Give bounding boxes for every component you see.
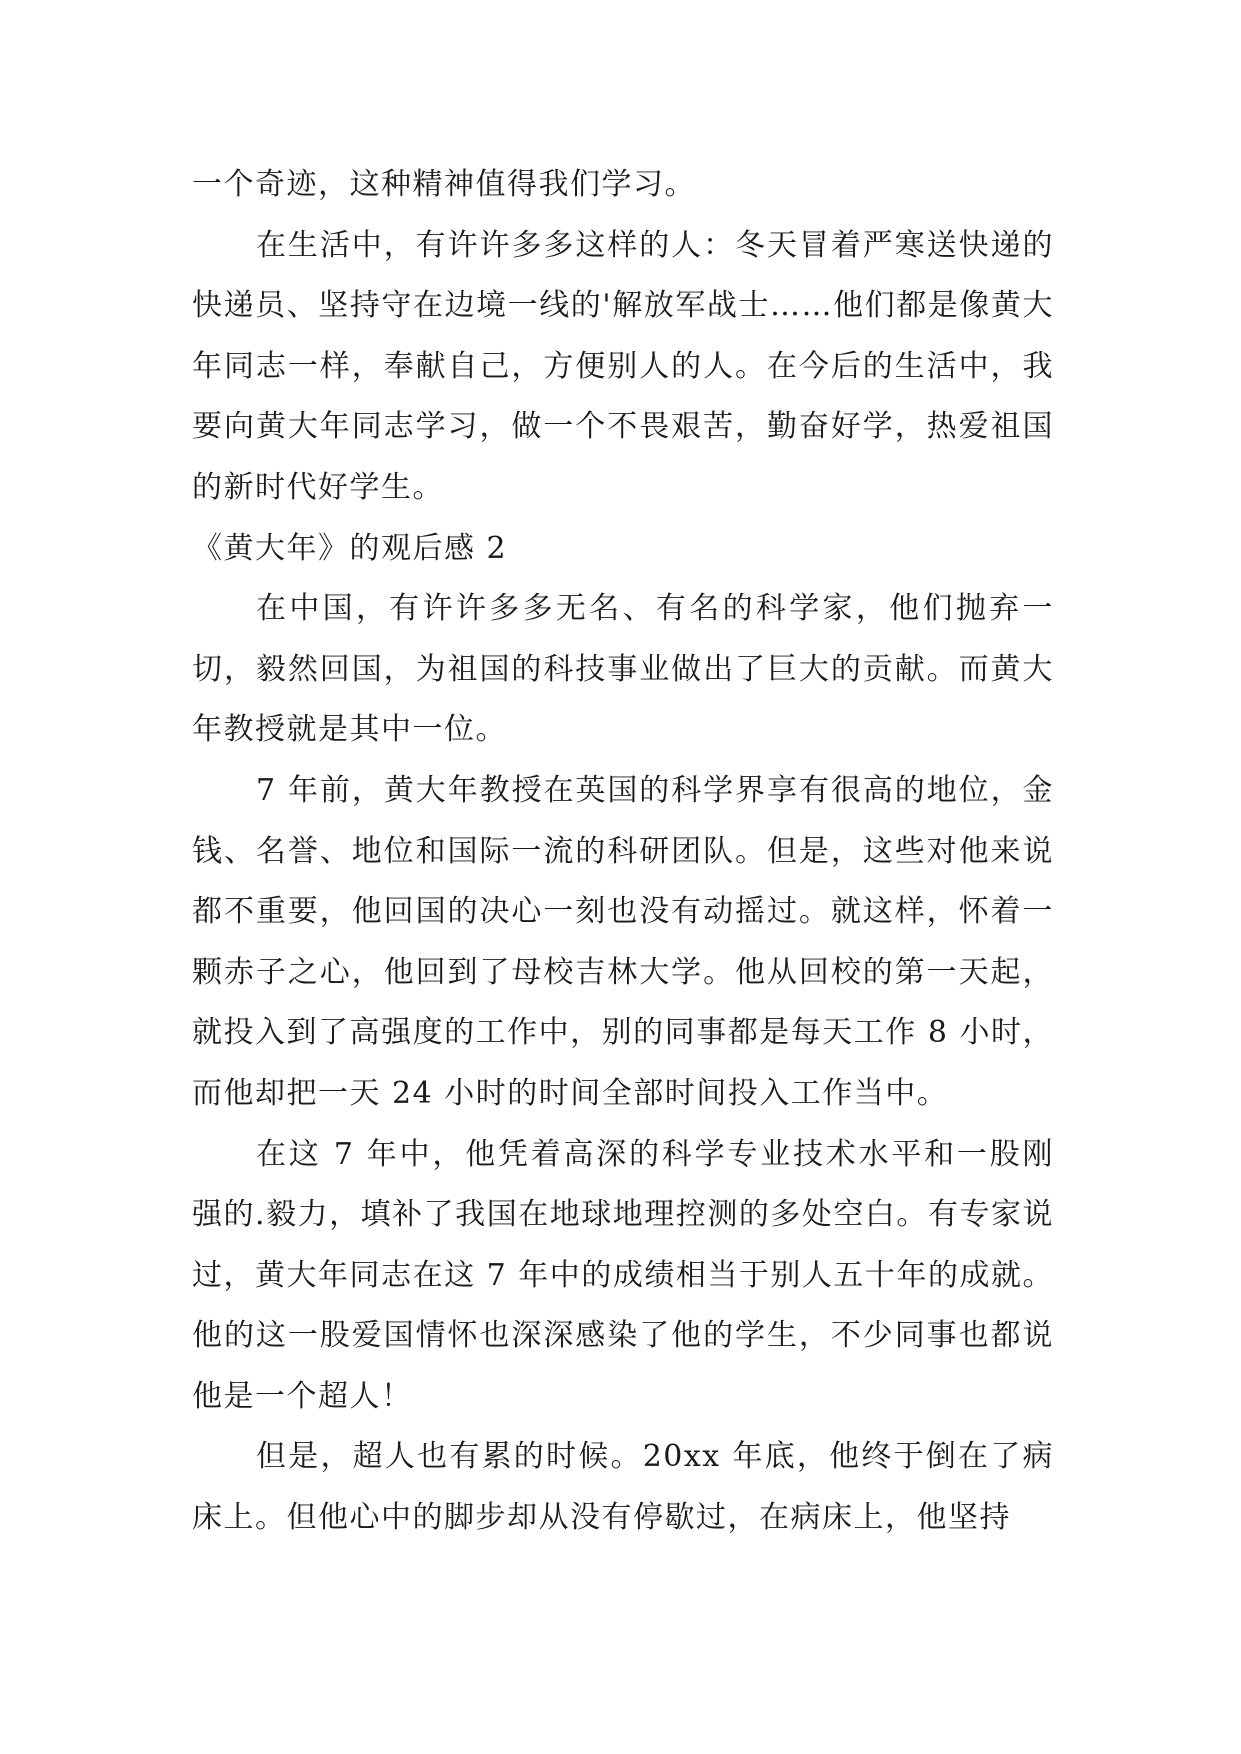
paragraph-achievements: 在这 7 年中，他凭着高深的科学专业技术水平和一股刚强的.毅力，填补了我国在地球地理控测的多处空白。有专家说过，黄大年同志在这 7 年中的成绩相当于别人五十年的成就。他的这一股爱国情怀也深深感染了他的学生，不少同事也都说他是一个超人！ xyxy=(192,1136,1054,1414)
paragraph-continuation: 一个奇迹，这种精神值得我们学习。 xyxy=(192,167,696,202)
paragraph-return-home: 7 年前，黄大年教授在英国的科学界享有很高的地位，金钱、名誉、地位和国际一流的科研团队。但是，这些对他来说都不重要，他回国的决心一刻也没有动摇过。就这样，怀着一颗赤子之心，他回到了母校吉林大学。他从回校的第一天起，就投入到了高强度的工作中，别的同事都是每天工作 8 小时，而他却把一天 24 小时的时间全部时间投入工作当中。 xyxy=(192,772,1054,1111)
document-body xyxy=(192,155,1054,1549)
paragraph-scientists: 在中国，有许许多多无名、有名的科学家，他们抛弃一切，毅然回国，为祖国的科技事业做出了巨大的贡献。而黄大年教授就是其中一位。 xyxy=(192,591,1054,748)
paragraph-life-examples: 在生活中，有许许多多这样的人：冬天冒着严寒送快递的快递员、坚持守在边境一线的'解放军战士……他们都是像黄大年同志一样，奉献自己，方便别人的人。在今后的生活中，我要向黄大年同志学习，做一个不畏艰苦，勤奋好学，热爱祖国的新时代好学生。 xyxy=(192,227,1054,505)
section-title: 《黄大年》的观后感 2 xyxy=(192,530,508,566)
paragraph-illness: 但是，超人也有累的时候。20xx 年底，他终于倒在了病床上。但他心中的脚步却从没有停歇过，在病床上，他坚持 xyxy=(192,1439,1054,1536)
